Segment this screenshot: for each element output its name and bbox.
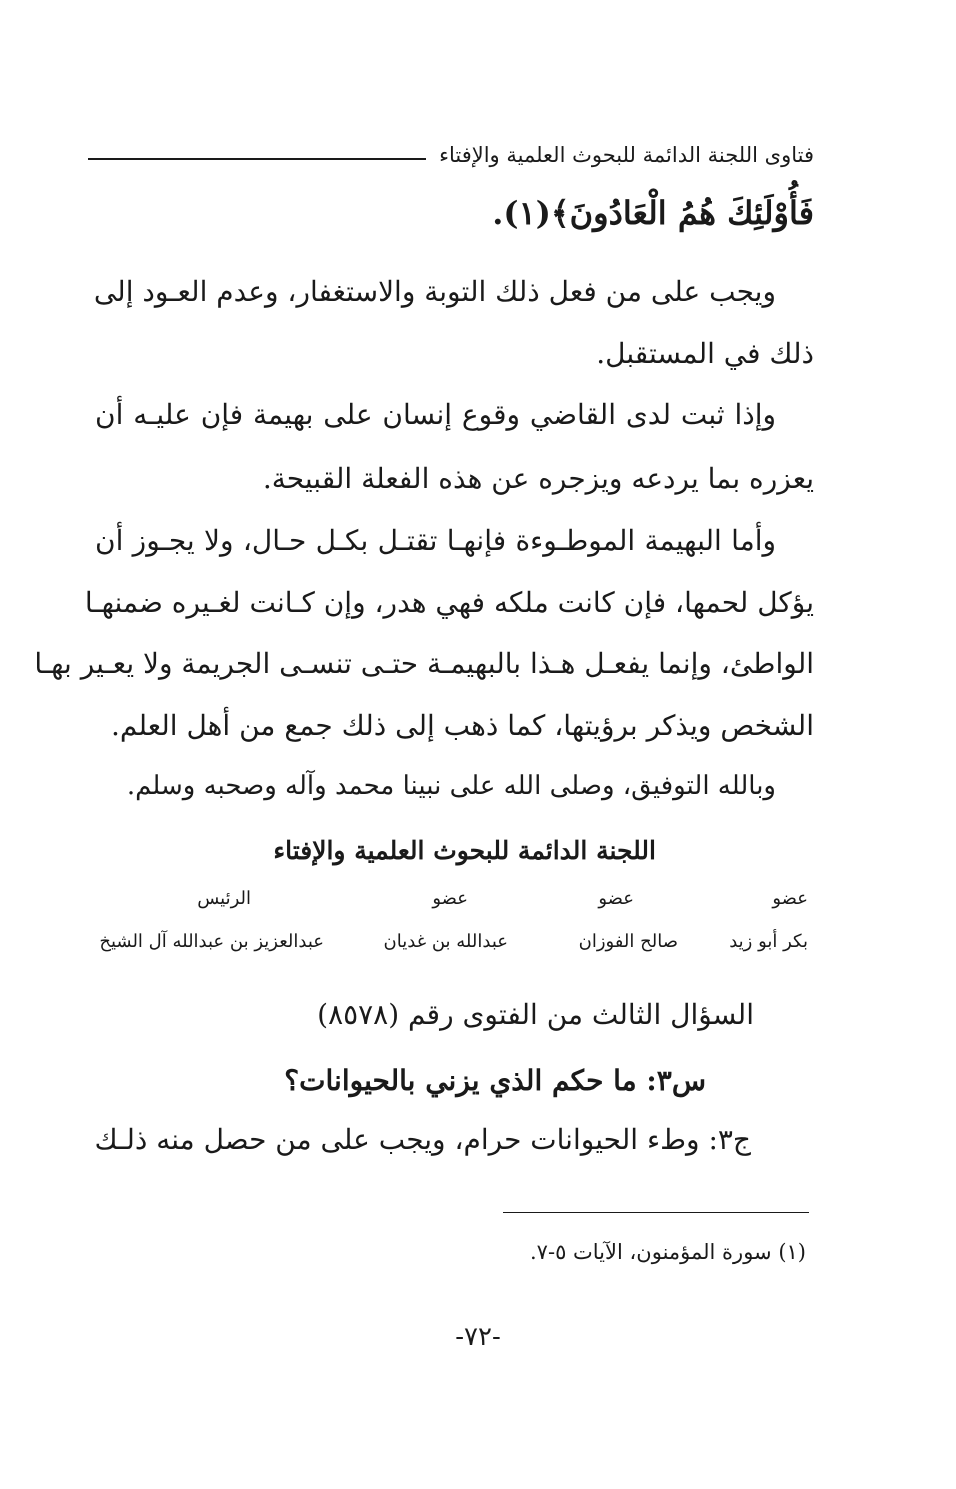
- member-name-2: صالح الفوزان: [578, 931, 678, 952]
- footnote: (١) سورة المؤمنون، الآيات ٥-٧.: [529, 1240, 806, 1264]
- member-role-2: عضو: [598, 888, 634, 909]
- paragraph-line-1: ويجب على من فعل ذلك التوبة والاستغفار، وعدم العـود إلى: [93, 275, 776, 308]
- page-number: -٧٢-: [455, 1322, 501, 1352]
- paragraph-line-7: الواطئ، وإنما يفعـل هـذا بالبهيمـة حتـى تنسـى الجريمة ولا يعـير بهـا: [34, 647, 814, 680]
- header-rule: [88, 158, 426, 160]
- footnote-rule: [503, 1212, 809, 1213]
- question-heading: السؤال الثالث من الفتوى رقم (٨٥٧٨): [317, 998, 754, 1031]
- paragraph-line-6: يؤكل لحمها، فإن كانت ملكه فهي هدر، وإن كـانت لغـيره ضمنهـا: [84, 586, 814, 619]
- paragraph-line-5: وأما البهيمة الموطـوءة فإنهـا تقتـل بكـل حـال، ولا يجـوز أن: [95, 524, 777, 557]
- quran-verse-line: فَأُوْلَئِكَ هُمُ الْعَادُونَ﴾(١).: [492, 194, 814, 232]
- member-name-3: عبدالله بن غديان: [383, 931, 508, 952]
- closing-line: وبالله التوفيق، وصلى الله على نبينا محمد وآله وصحبه وسلم.: [126, 771, 776, 801]
- member-name-4: عبدالعزيز بن عبدالله آل الشيخ: [99, 931, 324, 952]
- committee-title: اللجنة الدائمة للبحوث العلمية والإفتاء: [273, 836, 656, 865]
- paragraph-line-4: يعزره بما يردعه ويزجره عن هذه الفعلة القبيحة.: [262, 462, 814, 495]
- member-role-3: عضو: [432, 888, 468, 909]
- paragraph-line-2: ذلك في المستقبل.: [596, 337, 814, 370]
- paragraph-line-8: الشخص ويذكر برؤيتها، كما ذهب إلى ذلك جمع من أهل العلم.: [110, 709, 814, 742]
- answer-start: ج٣: وطء الحيوانات حرام، ويجب على من حصل منه ذلـك: [94, 1123, 751, 1156]
- member-role-1: عضو: [772, 888, 808, 909]
- member-name-1: بكر أبو زيد: [729, 931, 808, 952]
- question-text: س٣: ما حكم الذي يزني بالحيوانات؟: [284, 1064, 706, 1097]
- paragraph-line-3: وإذا ثبت لدى القاضي وقوع إنسان على بهيمة فإن عليـه أن: [95, 398, 776, 431]
- member-role-4: الرئيس: [197, 888, 251, 909]
- running-header-title: فتاوى اللجنة الدائمة للبحوث العلمية والإفتاء: [439, 143, 814, 167]
